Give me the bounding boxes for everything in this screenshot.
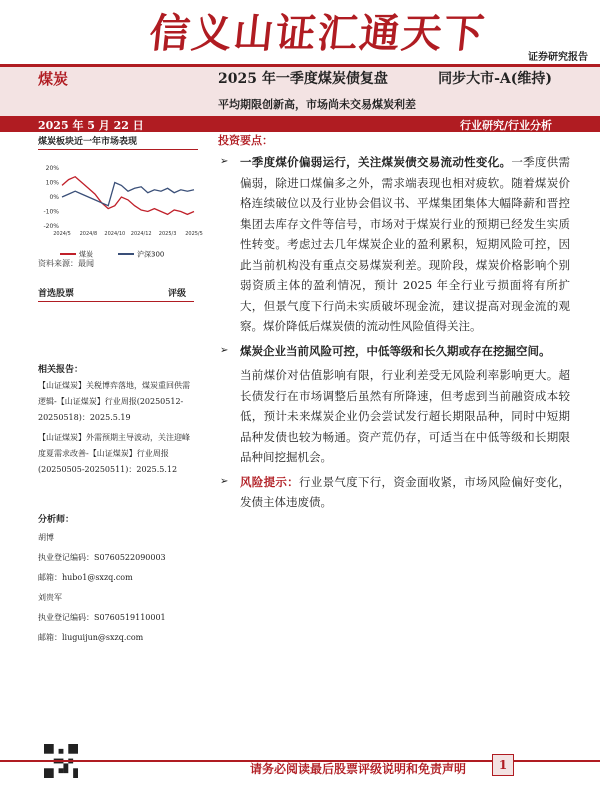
left-column [38,132,203,266]
y-tick-label: -10% [43,208,59,216]
key-point [218,152,570,337]
main-column [218,132,570,517]
page-number: 1 [492,754,514,776]
preferred-stocks-label: 首选股票 [38,289,75,299]
report-title: 2025 年一季度煤炭债复盘 [218,71,388,87]
analyst-email[interactable]: 邮箱：hubo1@sxzq.com [38,573,133,582]
series-line-csi300 [62,183,194,206]
report-subtitle: 平均期限创新高，市场尚未交易煤炭利差 [218,98,416,111]
analyst-license: 执业登记编码：S0760519110001 [38,613,166,622]
key-point-text: 当前煤价对估值影响有限，行业利差受无风险利率影响更大。超长债发行在市场调整后虽然有所降速，但考虑到当前融资成本较低，预计未来煤炭企业仍会尝试发行超长期限品种，同时中短期品种发债也较为畅通。资产荒仍存，可适当在中低等级和长期限品种间挖掘机会。 [240,368,570,464]
series-line-coal [62,177,194,215]
key-point [218,341,570,362]
x-tick-label: 2025/3 [158,231,177,237]
related-reports-label: 相关报告： [38,365,84,375]
rating-column-label: 评级 [167,289,186,299]
rating-label: 同步大市-A(维持) [438,71,552,87]
related-report-item[interactable]: 【山证煤炭】外需预期主导波动，关注迎峰度夏需求改善-【山证煤炭】行业周报(20250505-20250511)：2025.5.12 [38,433,190,474]
date-bar [0,116,600,132]
performance-chart [38,150,203,262]
y-tick-label: 10% [45,179,59,187]
analyst-label: 分析师： [38,515,75,525]
analyst-email[interactable]: 邮箱：liuguijun@sxzq.com [38,633,144,642]
legend-label: 煤炭 [79,250,93,259]
report-category: 行业研究/行业分析 [459,119,552,132]
risk-warning-label: 风险提示： [240,474,299,489]
y-tick-label: 20% [45,165,59,172]
analyst-name: 胡博 [38,533,54,542]
x-tick-label: 2024/5 [53,231,71,237]
key-point-text: 一季度供需偏弱，除进口煤偏多之外，需求端表现也相对疲软。随着煤炭价格连续破位以及行业协会倡议书、平煤集团集体大幅降薪和晋控集团去库存文件等信号，市场对于煤炭行业的预期已经发生实质性转变。考虑过去几年煤炭企业的盈利累积，短期风险可控，因此当前机构没有重点交易煤炭利差。现阶段，煤炭价格影响个别弱资质主体的盈利情况，预计 2025 年全行业亏损面将有所扩大，但景气度下行尚未实质破坏现金流，建议提高对现金流的观察。煤价降低后煤炭债的流动性风险值得关注。 [240,155,570,333]
chart-source: 资料来源：最闻 [38,259,94,268]
chart-title: 煤炭板块近一年市场表现 [38,134,198,150]
arrow-bullet-icon: ➢ [220,475,229,487]
preferred-stocks-header [38,286,194,302]
x-tick-label: 2024/10 [104,231,126,237]
report-date: 2025 年 5 月 22 日 [38,119,144,132]
industry-label: 煤炭 [38,70,69,88]
risk-warning-text: 行业景气度下行，资金面收紧，市场风险偏好变化，发债主体违废债。 [240,474,571,509]
y-tick-label: 0% [49,194,59,201]
company-logo: 信义山证汇通天下 [147,10,489,57]
related-reports [38,378,196,482]
key-point-heading: 一季度煤价偏弱运行，关注煤炭债交易流动性变化。 [240,155,512,169]
analyst-name: 刘贵军 [38,593,62,602]
x-tick-label: 2024/8 [79,231,98,237]
x-tick-label: 2024/12 [130,231,152,237]
report-type: 证券研究报告 [528,52,588,63]
investment-highlights-heading: 投资要点： [218,134,273,147]
analyst-license: 执业登记编码：S0760522090003 [38,553,166,562]
x-tick-label: 2025/5 [185,231,203,237]
y-tick-label: -20% [43,223,59,230]
disclaimer-link[interactable]: 请务必阅读最后股票评级说明和免责声明 [250,762,467,776]
risk-warning [218,472,570,513]
arrow-bullet-icon: ➢ [220,156,229,167]
arrow-bullet-icon: ➢ [220,344,229,356]
key-point-heading: 煤炭企业当前风险可控，中低等级和长久期或存在挖掘空间。 [240,343,551,358]
legend-label: 沪深300 [137,250,165,259]
related-report-item[interactable]: 【山证煤炭】关税博弈落地，煤炭重回供需逻辑-【山证煤炭】行业周报(20250512-20250518)：2025.5.19 [38,381,190,422]
analyst-list [38,528,198,648]
